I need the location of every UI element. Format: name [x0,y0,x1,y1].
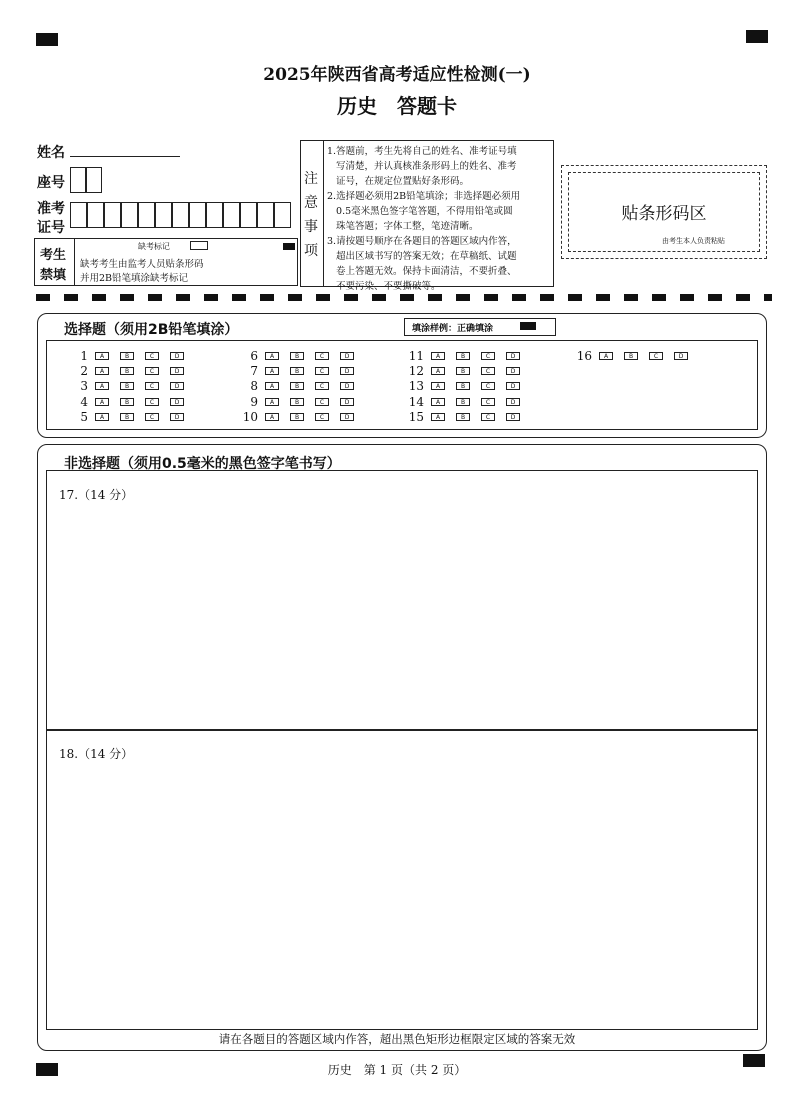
forbid-label: 禁填 [40,268,67,283]
absent-mark-label: 缺考标记 [138,242,170,251]
option-bubble[interactable]: B [456,367,470,375]
option-bubble[interactable]: A [265,352,279,360]
option-bubble[interactable]: C [145,413,159,421]
name-label: 姓名 [37,145,65,161]
question-number: 9 [250,395,258,409]
question-number: 10 [242,410,258,424]
exam-id-cell[interactable] [206,202,223,228]
option-bubble[interactable]: C [481,398,495,406]
name-field[interactable] [70,156,180,157]
option-bubble[interactable]: A [431,352,445,360]
registration-mark-top-left [36,33,58,46]
option-bubble[interactable]: A [431,413,445,421]
barcode-note: 由考生本人负责粘贴 [662,237,725,245]
option-bubble[interactable]: B [120,367,134,375]
page-number: 历史 第 1 页（共 2 页） [327,1063,467,1077]
option-bubble[interactable]: D [506,352,520,360]
forbid-label: 考生 [40,248,67,263]
exam-id-cell[interactable] [240,202,257,228]
option-bubble[interactable]: C [145,367,159,375]
notice-heading-char: 意 [304,195,318,211]
notice-line: 珠笔答题；字体工整，笔迹清晰。 [327,221,479,232]
option-bubble[interactable]: B [120,398,134,406]
question-number: 13 [408,379,424,393]
fill-sample-label: 填涂样例：正确填涂 [412,324,494,334]
option-bubble[interactable]: D [506,398,520,406]
question-number: 4 [80,395,88,409]
seat-cell[interactable] [86,167,102,193]
notice-line: 写清楚，并认真核准条形码上的姓名、准考 [327,161,517,172]
option-bubble[interactable]: B [290,382,304,390]
absent-note: 并用2B铅笔填涂缺考标记 [80,273,189,284]
seat-label: 座号 [37,175,65,191]
option-bubble[interactable]: B [120,413,134,421]
option-bubble[interactable]: B [290,352,304,360]
option-bubble[interactable]: A [265,382,279,390]
option-bubble[interactable]: B [290,398,304,406]
option-bubble[interactable]: C [145,352,159,360]
option-bubble[interactable]: C [315,398,329,406]
absent-mark-box[interactable] [190,241,208,250]
option-bubble[interactable]: D [340,352,354,360]
notice-line: 不要污染、不要撕破等。 [327,281,441,292]
option-bubble[interactable]: D [170,382,184,390]
notice-line: 卷上答题无效。保持卡面清洁，不要折叠、 [327,266,517,277]
option-bubble[interactable]: C [481,367,495,375]
exam-id-cell[interactable] [274,202,291,228]
option-bubble[interactable]: D [170,398,184,406]
exam-id-cell[interactable] [121,202,138,228]
notice-heading-char: 项 [304,243,318,259]
option-bubble[interactable]: D [674,352,688,360]
option-bubble[interactable]: A [95,352,109,360]
notice-line: 证号，在规定位置贴好条形码。 [327,176,470,187]
notice-heading-char: 注 [304,171,318,187]
option-bubble[interactable]: A [265,398,279,406]
option-bubble[interactable]: A [431,398,445,406]
option-bubble[interactable]: C [315,352,329,360]
timing-mark [283,243,295,250]
option-bubble[interactable]: C [481,413,495,421]
option-bubble[interactable]: C [481,382,495,390]
exam-id-cell[interactable] [257,202,274,228]
option-bubble[interactable]: A [95,367,109,375]
answer-box-18[interactable] [46,730,758,1030]
answer-box-17[interactable] [46,470,758,730]
notice-divider [323,140,324,287]
notice-heading-char: 事 [304,219,318,235]
timing-dash-row [36,294,772,301]
option-bubble[interactable]: B [290,413,304,421]
option-bubble[interactable]: C [145,398,159,406]
exam-id-cell[interactable] [70,202,87,228]
option-bubble[interactable]: C [649,352,663,360]
notice-line: 3.请按题号顺序在各题目的答题区域内作答， [327,236,517,247]
question-number: 1 [80,349,88,363]
option-bubble[interactable]: D [506,367,520,375]
notice-line: 1.答题前，考生先将自己的姓名、准考证号填 [327,146,517,157]
exam-id-cell[interactable] [104,202,121,228]
fill-sample-mark [520,322,536,330]
exam-id-label: 证号 [37,220,65,236]
footer-warning: 请在各题目的答题区域内作答，超出黑色矩形边框限定区域的答案无效 [218,1032,576,1046]
option-bubble[interactable]: C [315,413,329,421]
absent-note: 缺考考生由监考人员贴条形码 [80,259,204,270]
question-number: 16 [576,349,592,363]
question-number: 7 [250,364,258,378]
notice-text [327,144,520,294]
question-18-label: 18.（14 分） [59,747,134,761]
question-number: 14 [408,395,424,409]
barcode-title: 贴条形码区 [621,204,707,224]
question-number: 5 [80,410,88,424]
page-title: 2025年陕西省高考适应性检测(一) [263,65,531,85]
exam-id-cell[interactable] [172,202,189,228]
question-number: 15 [408,410,424,424]
question-number: 8 [250,379,258,393]
option-bubble[interactable]: D [170,413,184,421]
question-number: 6 [250,349,258,363]
option-bubble[interactable]: A [431,382,445,390]
option-bubble[interactable]: B [456,398,470,406]
option-bubble[interactable]: C [315,382,329,390]
exam-id-cell[interactable] [223,202,240,228]
exam-id-cell[interactable] [138,202,155,228]
option-bubble[interactable]: B [120,382,134,390]
option-bubble[interactable]: D [340,367,354,375]
notice-line: 0.5毫米黑色签字笔答题，不得用铅笔或圆 [327,206,513,217]
question-number: 12 [408,364,424,378]
option-bubble[interactable]: B [456,352,470,360]
option-bubble[interactable]: C [481,352,495,360]
exam-id-cell[interactable] [87,202,104,228]
option-bubble[interactable]: D [506,382,520,390]
option-bubble[interactable]: D [170,367,184,375]
option-bubble[interactable]: B [456,382,470,390]
option-bubble[interactable]: C [315,367,329,375]
notice-line: 2.选择题必须用2B铅笔填涂；非选择题必须用 [327,191,521,202]
registration-mark-top-right [746,30,768,43]
option-bubble[interactable]: A [431,367,445,375]
exam-id-cell[interactable] [189,202,206,228]
option-bubble[interactable]: D [340,413,354,421]
option-bubble[interactable]: B [456,413,470,421]
question-number: 2 [80,364,88,378]
option-bubble[interactable]: A [265,367,279,375]
notice-line: 超出区域书写的答案无效；在草稿纸、试题 [327,251,517,262]
option-bubble[interactable]: D [506,413,520,421]
forbid-divider [74,238,75,286]
nonchoice-title: 非选择题（须用0.5毫米的黑色签字笔书写） [60,453,345,473]
option-bubble[interactable]: C [145,382,159,390]
question-17-label: 17.（14 分） [59,488,134,502]
option-bubble[interactable]: A [599,352,613,360]
option-bubble[interactable]: D [340,382,354,390]
exam-id-cell[interactable] [155,202,172,228]
option-bubble[interactable]: B [290,367,304,375]
option-bubble[interactable]: B [120,352,134,360]
seat-cell[interactable] [70,167,86,193]
option-bubble[interactable]: A [95,413,109,421]
question-number: 3 [80,379,88,393]
option-bubble[interactable]: A [95,382,109,390]
choice-title: 选择题（须用2B铅笔填涂） [60,319,242,339]
option-bubble[interactable]: B [624,352,638,360]
question-number: 11 [408,349,424,363]
option-bubble[interactable]: D [340,398,354,406]
option-bubble[interactable]: A [95,398,109,406]
option-bubble[interactable]: D [170,352,184,360]
page-subtitle: 历史 答题卡 [337,94,457,118]
notice-heading [304,167,318,263]
option-bubble[interactable]: A [265,413,279,421]
exam-id-label: 准考 [37,201,65,217]
